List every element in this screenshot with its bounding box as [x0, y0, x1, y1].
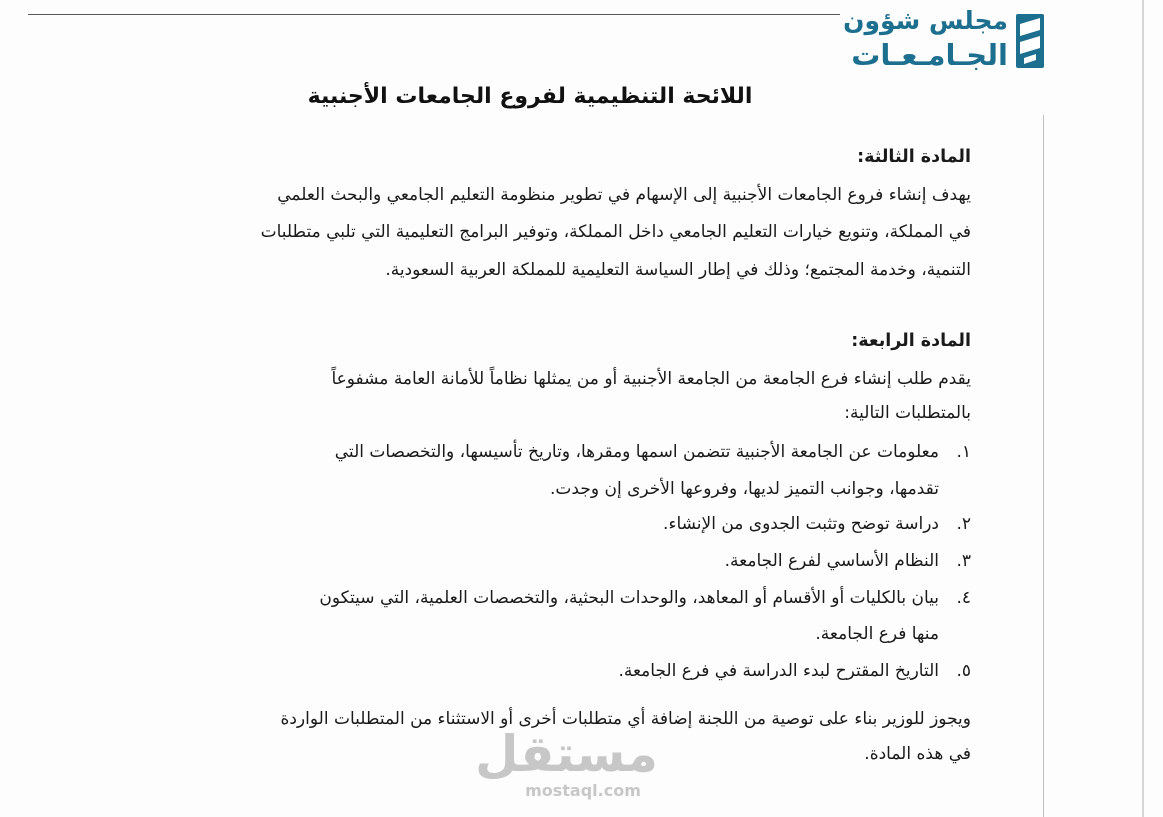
- list-item-line: دراسة توضح وتثبت الجدوى من الإنشاء.: [663, 514, 939, 534]
- article3-line: التنمية، وخدمة المجتمع؛ وذلك في إطار السياسة التعليمية للمملكة العربية السعودية.: [385, 260, 971, 280]
- page-edge-line: [1142, 0, 1144, 817]
- list-item-number: ٥.: [956, 661, 971, 681]
- watermark-arabic: مستقل: [475, 725, 658, 783]
- article3-line: في المملكة، وتنويع خيارات التعليم الجامعي داخل المملكة، وتوفير البرامج التعليمية التي تلبي متطلبات: [260, 222, 971, 242]
- article3-line: يهدف إنشاء فروع الجامعات الأجنبية إلى الإسهام في تطوير منظومة التعليم الجامعي والبحث العلمي: [277, 185, 971, 205]
- watermark: [475, 725, 658, 806]
- list-item-line: بيان بالكليات أو الأقسام أو المعاهد، والوحدات البحثية، والتخصصات العلمية، التي سيتكون: [319, 588, 939, 608]
- article3-heading: المادة الثالثة:: [857, 147, 971, 167]
- logo-book-icon: [1014, 10, 1046, 72]
- logo-text-line1: مجلس شؤون: [843, 6, 1008, 35]
- logo-text-line2: الجـامـعـات: [851, 38, 1008, 72]
- list-item-line: معلومات عن الجامعة الأجنبية تتضمن اسمها ومقرها، وتاريخ تأسيسها، والتخصصات التي: [334, 442, 939, 462]
- list-item-number: ٤.: [956, 588, 971, 608]
- list-item-line: النظام الأساسي لفرع الجامعة.: [724, 551, 939, 571]
- list-item-number: ٣.: [956, 551, 971, 571]
- article4-closing-line: ويجوز للوزير بناء على توصية من اللجنة إضافة أي متطلبات أخرى أو الاستثناء من المتطلبات الواردة: [280, 709, 971, 729]
- article4-heading: المادة الرابعة:: [851, 331, 971, 351]
- article4-intro-line: بالمتطلبات التالية:: [844, 403, 971, 423]
- list-item-line: التاريخ المقترح لبدء الدراسة في فرع الجامعة.: [618, 661, 939, 681]
- list-item-line: تقدمها، وجوانب التميز لديها، وفروعها الأخرى إن وجدت.: [550, 479, 939, 499]
- list-item-number: ١.: [956, 442, 971, 462]
- watermark-latin: mostaql.com: [525, 781, 641, 800]
- article4-intro-line: يقدم طلب إنشاء فرع الجامعة من الجامعة الأجنبية أو من يمثلها نظاماً للأمانة العامة مشفوعاً: [331, 369, 971, 389]
- list-item-number: ٢.: [956, 514, 971, 534]
- document-title: اللائحة التنظيمية لفروع الجامعات الأجنبية: [307, 84, 753, 109]
- margin-line: [1043, 115, 1044, 817]
- article4-closing-line: في هذه المادة.: [864, 744, 971, 764]
- list-item-line: منها فرع الجامعة.: [815, 624, 939, 644]
- header-rule: [28, 14, 840, 15]
- council-logo: [843, 4, 1052, 74]
